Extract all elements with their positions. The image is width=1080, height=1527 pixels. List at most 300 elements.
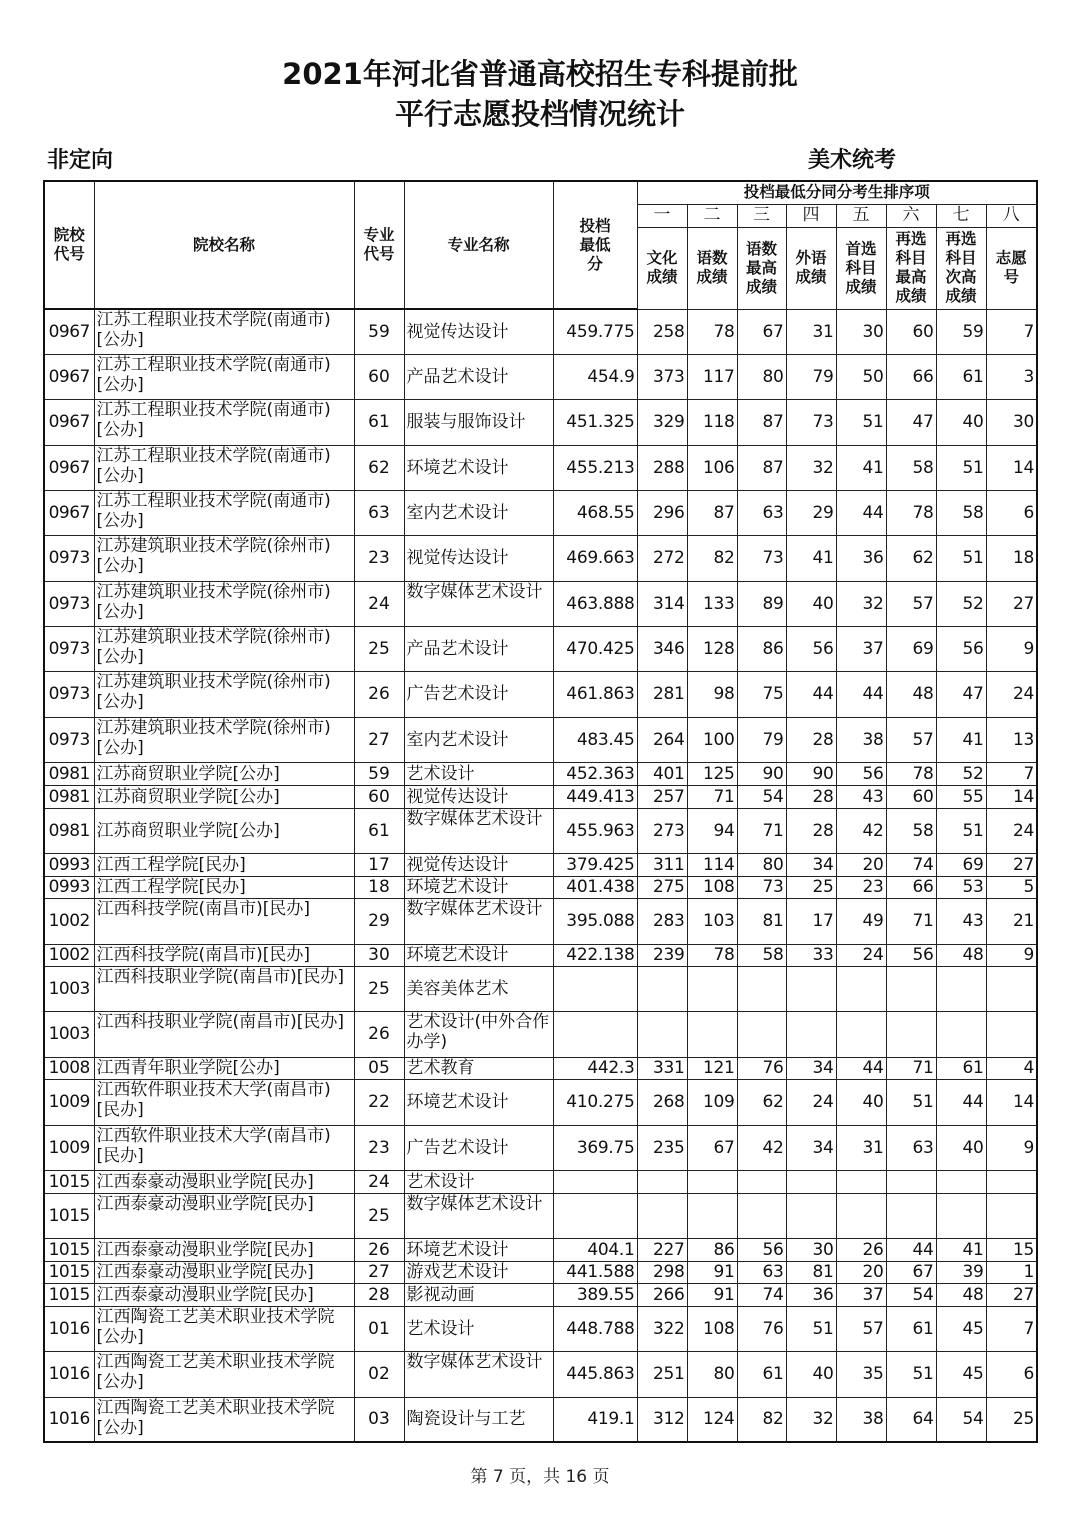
preference-number-cell <box>986 1193 1037 1238</box>
table-row <box>44 535 1037 581</box>
chinese-math-score-cell: 82 <box>687 535 737 581</box>
culture-score-cell: 288 <box>637 445 687 490</box>
elective-max-score-cell: 71 <box>886 1057 936 1079</box>
first-subject-score-cell: 44 <box>836 1057 886 1079</box>
school-code-cell: 0981 <box>44 808 94 853</box>
school-name-cell: 江苏建筑职业技术学院(徐州市)[公办] <box>94 671 354 717</box>
chinese-math-score-cell: 86 <box>687 1238 737 1261</box>
foreign-lang-score-cell: 56 <box>786 626 836 671</box>
chinese-math-score-cell <box>687 1170 737 1193</box>
school-name-cell: 江西工程学院[民办] <box>94 876 354 898</box>
table-row <box>44 309 1037 354</box>
school-code-cell: 1003 <box>44 1011 94 1057</box>
preference-number-cell: 14 <box>986 1079 1037 1125</box>
major-code-cell: 61 <box>354 399 404 445</box>
major-name-cell: 室内艺术设计 <box>404 717 553 762</box>
preference-number-cell: 9 <box>986 1125 1037 1170</box>
major-name-cell: 视觉传达设计 <box>404 535 553 581</box>
major-name-cell: 陶瓷设计与工艺 <box>404 1397 553 1442</box>
foreign-lang-score-cell: 28 <box>786 785 836 808</box>
elective-second-score-cell: 61 <box>936 354 986 399</box>
foreign-lang-score-cell: 30 <box>786 1238 836 1261</box>
preference-number-cell: 9 <box>986 944 1037 966</box>
table-row <box>44 717 1037 762</box>
major-code-cell: 23 <box>354 1125 404 1170</box>
chinese-math-score-cell: 78 <box>687 944 737 966</box>
preference-number-cell: 25 <box>986 1397 1037 1442</box>
chinese-math-max-cell <box>737 1170 786 1193</box>
elective-max-score-cell <box>886 1170 936 1193</box>
elective-second-score-cell: 44 <box>936 1079 986 1125</box>
chinese-math-score-cell: 118 <box>687 399 737 445</box>
culture-score-cell <box>637 1193 687 1238</box>
foreign-lang-score-cell: 90 <box>786 762 836 785</box>
header-order-number: 四 <box>786 204 836 227</box>
elective-max-score-cell: 67 <box>886 1261 936 1283</box>
foreign-lang-score-cell: 79 <box>786 354 836 399</box>
table-row <box>44 853 1037 876</box>
first-subject-score-cell: 41 <box>836 445 886 490</box>
school-name-cell: 江西泰豪动漫职业学院[民办] <box>94 1261 354 1283</box>
school-code-cell: 1015 <box>44 1193 94 1238</box>
culture-score-cell: 268 <box>637 1079 687 1125</box>
elective-second-score-cell: 58 <box>936 490 986 535</box>
chinese-math-max-cell: 82 <box>737 1397 786 1442</box>
header-order-item: 语数成绩 <box>687 227 737 309</box>
major-name-cell: 数字媒体艺术设计 <box>404 1193 553 1238</box>
preference-number-cell: 6 <box>986 490 1037 535</box>
header-order-number: 八 <box>986 204 1037 227</box>
first-subject-score-cell: 31 <box>836 1125 886 1170</box>
foreign-lang-score-cell: 29 <box>786 490 836 535</box>
foreign-lang-score-cell: 24 <box>786 1079 836 1125</box>
elective-second-score-cell: 48 <box>936 944 986 966</box>
min-score-cell: 455.963 <box>553 808 637 853</box>
table-row <box>44 1170 1037 1193</box>
major-name-cell: 数字媒体艺术设计 <box>404 581 553 626</box>
school-name-cell: 江苏工程职业技术学院(南通市)[公办] <box>94 309 354 354</box>
elective-max-score-cell <box>886 1011 936 1057</box>
elective-second-score-cell: 40 <box>936 1125 986 1170</box>
major-code-cell: 01 <box>354 1306 404 1351</box>
major-name-cell: 游戏艺术设计 <box>404 1261 553 1283</box>
min-score-cell <box>553 1193 637 1238</box>
chinese-math-max-cell <box>737 966 786 1011</box>
school-name-cell: 江苏工程职业技术学院(南通市)[公办] <box>94 354 354 399</box>
table-row <box>44 1057 1037 1079</box>
table-row <box>44 785 1037 808</box>
school-name-cell: 江苏工程职业技术学院(南通市)[公办] <box>94 445 354 490</box>
elective-second-score-cell: 48 <box>936 1283 986 1306</box>
major-name-cell: 艺术设计(中外合作办学) <box>404 1011 553 1057</box>
chinese-math-score-cell: 91 <box>687 1283 737 1306</box>
table-row <box>44 1079 1037 1125</box>
elective-max-score-cell: 58 <box>886 808 936 853</box>
min-score-cell: 452.363 <box>553 762 637 785</box>
preference-number-cell: 1 <box>986 1261 1037 1283</box>
table-row <box>44 399 1037 445</box>
culture-score-cell: 296 <box>637 490 687 535</box>
chinese-math-max-cell: 58 <box>737 944 786 966</box>
major-code-cell: 61 <box>354 808 404 853</box>
chinese-math-max-cell: 73 <box>737 535 786 581</box>
document-title-line1: 2021年河北省普通高校招生专科提前批 <box>282 57 798 91</box>
chinese-math-max-cell: 89 <box>737 581 786 626</box>
school-name-cell: 江苏建筑职业技术学院(徐州市)[公办] <box>94 626 354 671</box>
elective-max-score-cell: 60 <box>886 785 936 808</box>
chinese-math-max-cell: 63 <box>737 490 786 535</box>
school-code-cell: 0973 <box>44 581 94 626</box>
school-code-cell: 1015 <box>44 1238 94 1261</box>
school-name-cell: 江西软件职业技术大学(南昌市)[民办] <box>94 1079 354 1125</box>
elective-second-score-cell: 41 <box>936 717 986 762</box>
major-code-cell: 26 <box>354 671 404 717</box>
min-score-cell: 369.75 <box>553 1125 637 1170</box>
culture-score-cell: 275 <box>637 876 687 898</box>
school-code-cell: 1016 <box>44 1351 94 1397</box>
preference-number-cell: 6 <box>986 1351 1037 1397</box>
chinese-math-max-cell: 62 <box>737 1079 786 1125</box>
first-subject-score-cell: 44 <box>836 490 886 535</box>
table-row <box>44 762 1037 785</box>
first-subject-score-cell: 32 <box>836 581 886 626</box>
first-subject-score-cell: 51 <box>836 399 886 445</box>
chinese-math-max-cell: 79 <box>737 717 786 762</box>
chinese-math-score-cell: 98 <box>687 671 737 717</box>
table-row <box>44 445 1037 490</box>
first-subject-score-cell: 40 <box>836 1079 886 1125</box>
school-code-cell: 1016 <box>44 1397 94 1442</box>
min-score-cell <box>553 966 637 1011</box>
preference-number-cell: 3 <box>986 354 1037 399</box>
school-name-cell: 江西泰豪动漫职业学院[民办] <box>94 1283 354 1306</box>
first-subject-score-cell <box>836 1011 886 1057</box>
major-code-cell: 22 <box>354 1079 404 1125</box>
header-order-item: 外语成绩 <box>786 227 836 309</box>
table-row <box>44 626 1037 671</box>
preference-number-cell: 13 <box>986 717 1037 762</box>
major-name-cell: 环境艺术设计 <box>404 445 553 490</box>
table-row <box>44 581 1037 626</box>
foreign-lang-score-cell: 17 <box>786 898 836 944</box>
chinese-math-score-cell <box>687 1011 737 1057</box>
foreign-lang-score-cell: 40 <box>786 581 836 626</box>
school-code-cell: 0973 <box>44 671 94 717</box>
chinese-math-max-cell: 63 <box>737 1261 786 1283</box>
school-name-cell: 江苏商贸职业学院[公办] <box>94 762 354 785</box>
elective-max-score-cell: 74 <box>886 853 936 876</box>
major-code-cell: 29 <box>354 898 404 944</box>
first-subject-score-cell: 37 <box>836 626 886 671</box>
elective-second-score-cell: 51 <box>936 535 986 581</box>
preference-number-cell: 7 <box>986 1306 1037 1351</box>
school-name-cell: 江西科技职业学院(南昌市)[民办] <box>94 1011 354 1057</box>
school-name-cell: 江西科技职业学院(南昌市)[民办] <box>94 966 354 1011</box>
school-name-cell: 江苏工程职业技术学院(南通市)[公办] <box>94 490 354 535</box>
major-name-cell: 视觉传达设计 <box>404 853 553 876</box>
table-row <box>44 1351 1037 1397</box>
major-name-cell: 艺术设计 <box>404 1170 553 1193</box>
table-row <box>44 490 1037 535</box>
elective-max-score-cell: 61 <box>886 1306 936 1351</box>
school-name-cell: 江苏商贸职业学院[公办] <box>94 785 354 808</box>
school-code-cell: 0981 <box>44 762 94 785</box>
elective-max-score-cell: 47 <box>886 399 936 445</box>
header-major-code: 专业代号 <box>354 181 404 309</box>
major-name-cell: 室内艺术设计 <box>404 490 553 535</box>
min-score-cell: 419.1 <box>553 1397 637 1442</box>
school-code-cell: 1015 <box>44 1170 94 1193</box>
elective-second-score-cell: 39 <box>936 1261 986 1283</box>
culture-score-cell: 314 <box>637 581 687 626</box>
elective-max-score-cell: 51 <box>886 1351 936 1397</box>
elective-second-score-cell <box>936 966 986 1011</box>
elective-second-score-cell: 69 <box>936 853 986 876</box>
preference-number-cell: 7 <box>986 762 1037 785</box>
school-name-cell: 江西工程学院[民办] <box>94 853 354 876</box>
school-code-cell: 1015 <box>44 1283 94 1306</box>
school-name-cell: 江西陶瓷工艺美术职业技术学院[公办] <box>94 1306 354 1351</box>
major-code-cell: 26 <box>354 1011 404 1057</box>
header-order-item: 志愿号 <box>986 227 1037 309</box>
header-order-item: 文化成绩 <box>637 227 687 309</box>
elective-second-score-cell: 56 <box>936 626 986 671</box>
preference-number-cell: 7 <box>986 309 1037 354</box>
school-code-cell: 0993 <box>44 853 94 876</box>
category-left-label: 非定向 <box>47 148 114 173</box>
major-code-cell: 27 <box>354 717 404 762</box>
culture-score-cell: 239 <box>637 944 687 966</box>
first-subject-score-cell: 24 <box>836 944 886 966</box>
elective-second-score-cell: 45 <box>936 1306 986 1351</box>
chinese-math-max-cell: 74 <box>737 1283 786 1306</box>
school-name-cell: 江苏商贸职业学院[公办] <box>94 808 354 853</box>
first-subject-score-cell: 56 <box>836 762 886 785</box>
elective-max-score-cell: 57 <box>886 717 936 762</box>
first-subject-score-cell: 50 <box>836 354 886 399</box>
major-name-cell: 服装与服饰设计 <box>404 399 553 445</box>
admission-table <box>43 180 1038 1443</box>
foreign-lang-score-cell: 34 <box>786 853 836 876</box>
preference-number-cell: 18 <box>986 535 1037 581</box>
page-footer: 第 7 页，共 16 页 <box>470 1467 610 1487</box>
chinese-math-max-cell: 81 <box>737 898 786 944</box>
chinese-math-max-cell: 73 <box>737 876 786 898</box>
header-order-item: 再选科目最高成绩 <box>886 227 936 309</box>
culture-score-cell: 311 <box>637 853 687 876</box>
elective-second-score-cell: 52 <box>936 762 986 785</box>
preference-number-cell: 4 <box>986 1057 1037 1079</box>
chinese-math-score-cell: 100 <box>687 717 737 762</box>
header-school-code: 院校代号 <box>44 181 94 309</box>
school-code-cell: 1002 <box>44 898 94 944</box>
foreign-lang-score-cell: 32 <box>786 1397 836 1442</box>
culture-score-cell: 227 <box>637 1238 687 1261</box>
header-major-name: 专业名称 <box>404 181 553 309</box>
chinese-math-max-cell: 80 <box>737 354 786 399</box>
chinese-math-max-cell: 75 <box>737 671 786 717</box>
min-score-cell: 422.138 <box>553 944 637 966</box>
major-code-cell: 24 <box>354 1170 404 1193</box>
school-code-cell: 1003 <box>44 966 94 1011</box>
foreign-lang-score-cell: 28 <box>786 717 836 762</box>
school-code-cell: 0981 <box>44 785 94 808</box>
major-code-cell: 18 <box>354 876 404 898</box>
chinese-math-max-cell: 87 <box>737 399 786 445</box>
school-code-cell: 0967 <box>44 490 94 535</box>
culture-score-cell: 401 <box>637 762 687 785</box>
elective-max-score-cell: 66 <box>886 354 936 399</box>
preference-number-cell: 14 <box>986 445 1037 490</box>
elective-second-score-cell: 41 <box>936 1238 986 1261</box>
elective-max-score-cell: 78 <box>886 762 936 785</box>
elective-second-score-cell: 40 <box>936 399 986 445</box>
min-score-cell: 448.788 <box>553 1306 637 1351</box>
school-code-cell: 0967 <box>44 445 94 490</box>
major-name-cell: 影视动画 <box>404 1283 553 1306</box>
chinese-math-max-cell: 61 <box>737 1351 786 1397</box>
culture-score-cell: 264 <box>637 717 687 762</box>
chinese-math-score-cell: 109 <box>687 1079 737 1125</box>
chinese-math-max-cell: 71 <box>737 808 786 853</box>
first-subject-score-cell: 42 <box>836 808 886 853</box>
chinese-math-max-cell: 86 <box>737 626 786 671</box>
school-code-cell: 0973 <box>44 626 94 671</box>
school-name-cell: 江西泰豪动漫职业学院[民办] <box>94 1238 354 1261</box>
chinese-math-max-cell: 76 <box>737 1057 786 1079</box>
chinese-math-score-cell: 114 <box>687 853 737 876</box>
preference-number-cell: 30 <box>986 399 1037 445</box>
school-name-cell: 江西泰豪动漫职业学院[民办] <box>94 1193 354 1238</box>
major-code-cell: 28 <box>354 1283 404 1306</box>
chinese-math-score-cell: 108 <box>687 876 737 898</box>
school-code-cell: 0973 <box>44 535 94 581</box>
elective-max-score-cell: 62 <box>886 535 936 581</box>
header-order-number: 二 <box>687 204 737 227</box>
table-row <box>44 1238 1037 1261</box>
first-subject-score-cell <box>836 1170 886 1193</box>
chinese-math-max-cell: 56 <box>737 1238 786 1261</box>
elective-max-score-cell: 48 <box>886 671 936 717</box>
school-code-cell: 0967 <box>44 309 94 354</box>
min-score-cell: 455.213 <box>553 445 637 490</box>
min-score-cell: 404.1 <box>553 1238 637 1261</box>
min-score-cell: 389.55 <box>553 1283 637 1306</box>
elective-max-score-cell: 78 <box>886 490 936 535</box>
chinese-math-max-cell: 90 <box>737 762 786 785</box>
foreign-lang-score-cell: 81 <box>786 1261 836 1283</box>
major-name-cell: 数字媒体艺术设计 <box>404 808 553 853</box>
major-name-cell: 广告艺术设计 <box>404 1125 553 1170</box>
elective-second-score-cell: 52 <box>936 581 986 626</box>
elective-second-score-cell <box>936 1193 986 1238</box>
major-code-cell: 59 <box>354 309 404 354</box>
elective-second-score-cell <box>936 1170 986 1193</box>
foreign-lang-score-cell: 51 <box>786 1306 836 1351</box>
min-score-cell: 461.863 <box>553 671 637 717</box>
major-name-cell: 艺术教育 <box>404 1057 553 1079</box>
header-order-number: 一 <box>637 204 687 227</box>
chinese-math-score-cell: 124 <box>687 1397 737 1442</box>
header-tiebreak-group: 投档最低分同分考生排序项 <box>637 181 1037 204</box>
elective-max-score-cell: 66 <box>886 876 936 898</box>
culture-score-cell: 258 <box>637 309 687 354</box>
elective-second-score-cell: 59 <box>936 309 986 354</box>
first-subject-score-cell: 36 <box>836 535 886 581</box>
min-score-cell: 470.425 <box>553 626 637 671</box>
major-code-cell: 25 <box>354 1193 404 1238</box>
preference-number-cell: 15 <box>986 1238 1037 1261</box>
major-name-cell: 环境艺术设计 <box>404 1238 553 1261</box>
major-code-cell: 26 <box>354 1238 404 1261</box>
preference-number-cell <box>986 966 1037 1011</box>
culture-score-cell: 257 <box>637 785 687 808</box>
header-min-score: 投档最低分 <box>553 181 637 309</box>
first-subject-score-cell: 57 <box>836 1306 886 1351</box>
major-code-cell: 60 <box>354 354 404 399</box>
school-code-cell: 0967 <box>44 354 94 399</box>
foreign-lang-score-cell: 34 <box>786 1057 836 1079</box>
first-subject-score-cell: 23 <box>836 876 886 898</box>
major-name-cell: 广告艺术设计 <box>404 671 553 717</box>
preference-number-cell: 24 <box>986 671 1037 717</box>
chinese-math-max-cell: 87 <box>737 445 786 490</box>
first-subject-score-cell: 30 <box>836 309 886 354</box>
culture-score-cell: 235 <box>637 1125 687 1170</box>
chinese-math-score-cell: 117 <box>687 354 737 399</box>
major-code-cell: 60 <box>354 785 404 808</box>
header-order-number: 六 <box>886 204 936 227</box>
min-score-cell: 445.863 <box>553 1351 637 1397</box>
school-code-cell: 1015 <box>44 1261 94 1283</box>
elective-max-score-cell: 56 <box>886 944 936 966</box>
chinese-math-score-cell: 67 <box>687 1125 737 1170</box>
chinese-math-score-cell: 87 <box>687 490 737 535</box>
school-code-cell: 1009 <box>44 1125 94 1170</box>
major-name-cell: 环境艺术设计 <box>404 876 553 898</box>
school-name-cell: 江苏工程职业技术学院(南通市)[公办] <box>94 399 354 445</box>
min-score-cell: 449.413 <box>553 785 637 808</box>
foreign-lang-score-cell: 28 <box>786 808 836 853</box>
table-row <box>44 1306 1037 1351</box>
major-name-cell: 美容美体艺术 <box>404 966 553 1011</box>
min-score-cell: 441.588 <box>553 1261 637 1283</box>
min-score-cell: 401.438 <box>553 876 637 898</box>
elective-second-score-cell: 61 <box>936 1057 986 1079</box>
culture-score-cell: 331 <box>637 1057 687 1079</box>
major-code-cell: 24 <box>354 581 404 626</box>
elective-max-score-cell <box>886 1193 936 1238</box>
major-name-cell: 艺术设计 <box>404 1306 553 1351</box>
school-code-cell: 0967 <box>44 399 94 445</box>
table-row <box>44 1283 1037 1306</box>
chinese-math-max-cell <box>737 1193 786 1238</box>
school-name-cell: 江西泰豪动漫职业学院[民办] <box>94 1170 354 1193</box>
first-subject-score-cell: 38 <box>836 717 886 762</box>
school-name-cell: 江苏建筑职业技术学院(徐州市)[公办] <box>94 581 354 626</box>
header-order-number: 三 <box>737 204 786 227</box>
culture-score-cell: 272 <box>637 535 687 581</box>
first-subject-score-cell: 37 <box>836 1283 886 1306</box>
elective-max-score-cell: 69 <box>886 626 936 671</box>
first-subject-score-cell: 20 <box>836 1261 886 1283</box>
min-score-cell <box>553 1170 637 1193</box>
school-code-cell: 1002 <box>44 944 94 966</box>
min-score-cell: 379.425 <box>553 853 637 876</box>
school-name-cell: 江西青年职业学院[公办] <box>94 1057 354 1079</box>
header-order-number: 七 <box>936 204 986 227</box>
foreign-lang-score-cell: 33 <box>786 944 836 966</box>
